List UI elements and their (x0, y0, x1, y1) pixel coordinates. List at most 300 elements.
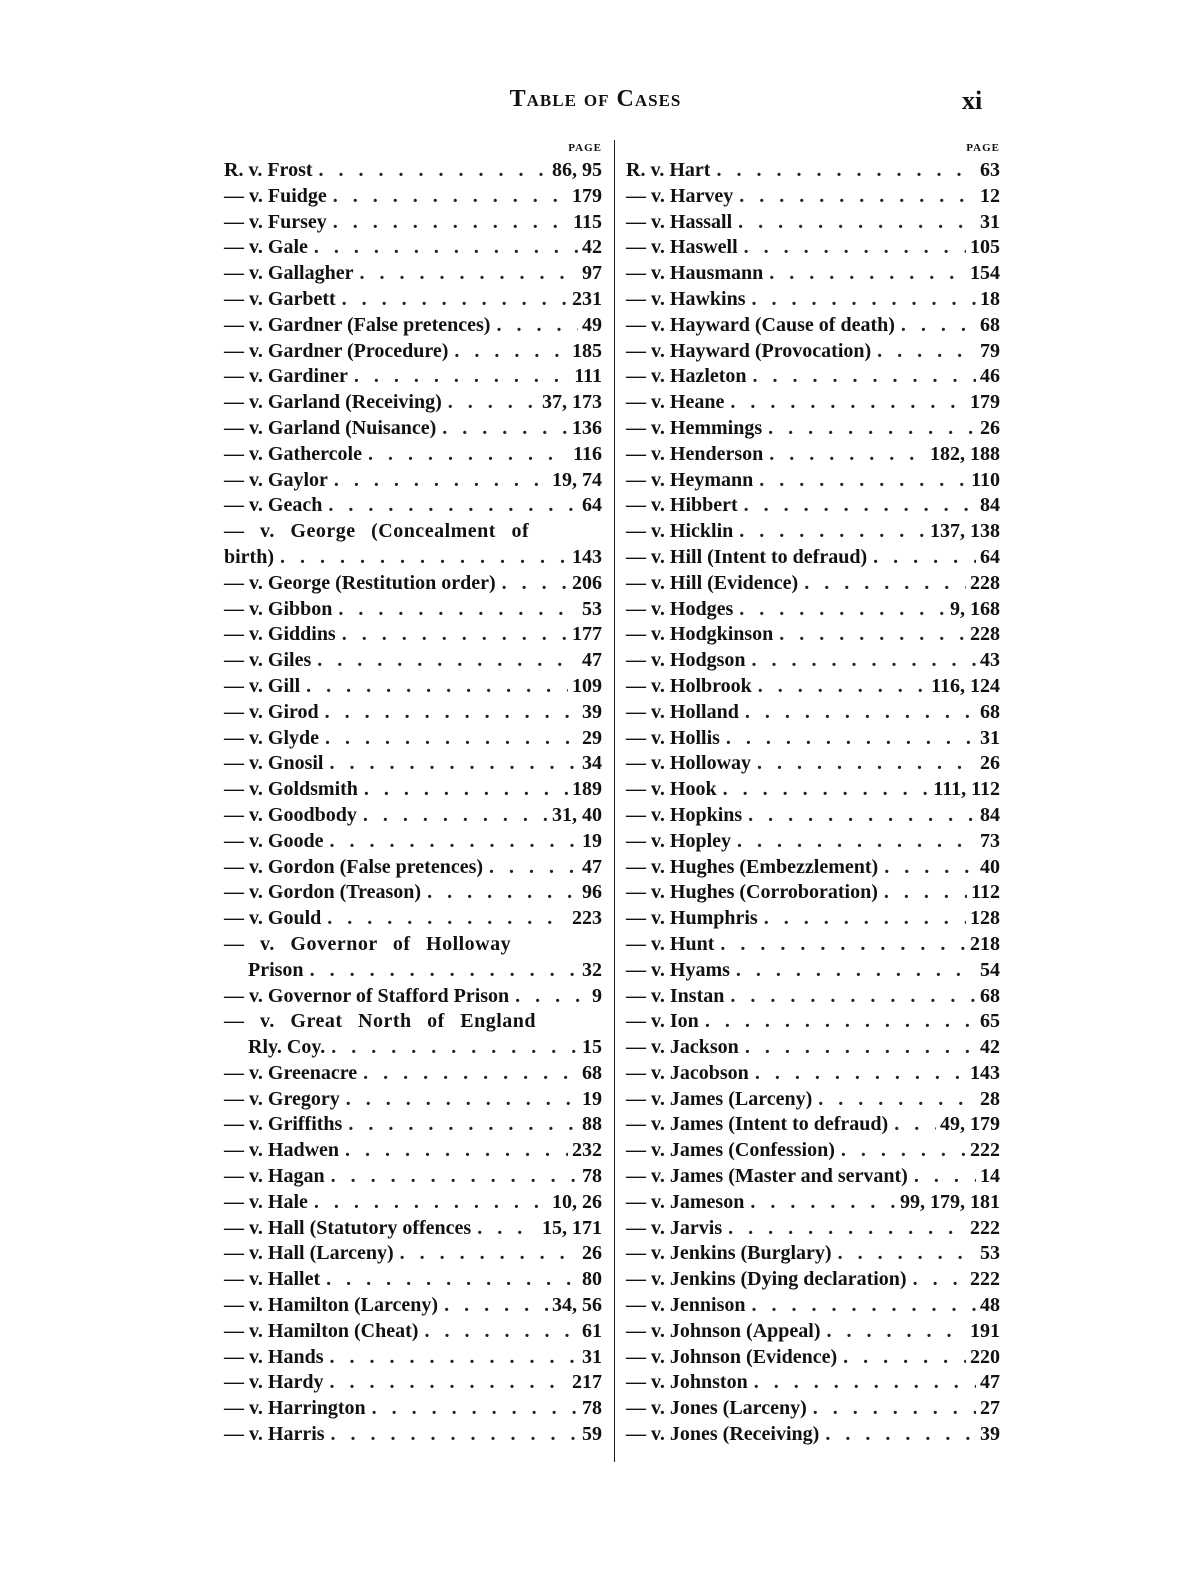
case-entry (626, 622, 1000, 648)
case-pages: 19 (582, 1087, 602, 1110)
case-name: — v. Haswell (626, 236, 738, 259)
case-pages: 78 (582, 1397, 602, 1420)
case-entry (626, 1087, 1000, 1113)
case-pages: 137, 138 (930, 520, 1000, 543)
dot-leader (717, 777, 930, 803)
case-name: — v. Hughes (Corroboration) (626, 881, 878, 904)
case-entry (626, 726, 1000, 752)
case-name: — v. Hughes (Embezzlement) (626, 855, 879, 878)
dot-leader (773, 622, 966, 648)
dot-leader (710, 158, 976, 184)
case-pages: 73 (980, 829, 1000, 852)
case-pages: 10, 26 (552, 1190, 602, 1213)
case-name: — v. Jameson (626, 1190, 745, 1213)
case-entry (224, 1293, 602, 1319)
case-pages: 97 (582, 262, 602, 285)
case-pages: 222 (970, 1216, 1000, 1239)
case-entry (224, 1396, 602, 1422)
dot-leader (342, 1112, 578, 1138)
dot-leader (895, 313, 976, 339)
case-pages: 115 (573, 210, 602, 233)
dot-leader (336, 287, 568, 313)
case-entry (626, 1293, 1000, 1319)
case-pages: 128 (970, 907, 1000, 930)
case-entry (626, 261, 1000, 287)
case-name: — v. Hunt (626, 932, 715, 955)
dot-leader (421, 880, 578, 906)
dot-leader (308, 235, 578, 261)
case-name: — v. Harvey (626, 184, 734, 207)
case-name: — v. Hodgkinson (626, 623, 774, 646)
case-entry (224, 493, 602, 519)
dot-leader (438, 1293, 548, 1319)
case-pages: 19, 74 (552, 468, 602, 491)
case-pages: 15 (582, 1036, 602, 1059)
case-name: — v. George (Concealment of (224, 520, 530, 543)
case-name: — v. Hill (Intent to defraud) (626, 545, 868, 568)
case-name: — v. Jennison (626, 1294, 746, 1317)
dot-leader (798, 571, 966, 597)
case-entry (626, 235, 1000, 261)
dot-leader (722, 1216, 966, 1242)
case-entry (224, 442, 602, 468)
case-name: — v. Ion (626, 1010, 699, 1033)
case-name: — v. Jones (Receiving) (626, 1423, 820, 1446)
case-name: — v. Gordon (Treason) (224, 881, 422, 904)
dot-leader (835, 1138, 966, 1164)
case-name: — v. Hodges (626, 597, 734, 620)
case-entry (224, 571, 602, 597)
dot-leader (323, 751, 578, 777)
case-name: R. v. Frost (224, 159, 313, 181)
case-entry (224, 1216, 602, 1242)
dot-leader (837, 1345, 966, 1371)
dot-leader (763, 442, 926, 468)
case-name: R. v. Hart (626, 159, 711, 181)
case-pages: 39 (980, 1423, 1000, 1446)
dot-leader (742, 803, 976, 829)
dot-leader (762, 416, 976, 442)
case-pages: 99, 179, 181 (900, 1190, 1000, 1213)
dot-leader (747, 364, 976, 390)
case-pages: 80 (582, 1268, 602, 1291)
case-pages: 177 (572, 623, 602, 646)
case-entry (224, 261, 602, 287)
case-pages: 14 (980, 1165, 1000, 1188)
dot-leader (738, 235, 966, 261)
case-pages: 29 (582, 726, 602, 749)
case-entry (626, 932, 1000, 958)
case-name: — v. Gill (224, 674, 301, 697)
case-entry (224, 1061, 602, 1087)
case-pages: 26 (980, 416, 1000, 439)
dot-leader (304, 958, 578, 984)
case-entry (224, 1370, 602, 1396)
case-name: — v. Jones (Larceny) (626, 1397, 807, 1420)
case-entry (626, 468, 1000, 494)
case-name: — v. Gardner (False pretences) (224, 313, 491, 336)
case-entry (626, 364, 1000, 390)
case-pages: 191 (970, 1319, 1000, 1342)
case-entry (224, 1164, 602, 1190)
case-name: — v. Goode (224, 829, 324, 852)
dot-leader (357, 1061, 578, 1087)
case-pages: 47 (980, 1371, 1000, 1394)
case-name: — v. Hemmings (626, 416, 763, 439)
case-entry (626, 829, 1000, 855)
case-name: — v. Giddins (224, 623, 336, 646)
case-pages: 189 (572, 778, 602, 801)
case-name: — v. Great North of England (224, 1010, 537, 1033)
case-name: — v. Hibbert (626, 494, 738, 517)
case-name: — v. Jackson (626, 1036, 739, 1059)
dot-leader (357, 803, 548, 829)
dot-leader (300, 674, 568, 700)
case-entry (626, 1035, 1000, 1061)
case-name: — v. Hall (Statutory offences (224, 1216, 472, 1239)
dot-leader (325, 1422, 578, 1448)
case-entry (626, 1009, 1000, 1035)
case-name: — v. Hadwen (224, 1139, 340, 1162)
case-pages: 154 (970, 262, 1000, 285)
case-entry (626, 906, 1000, 932)
case-entry (626, 287, 1000, 313)
dot-leader (308, 1190, 548, 1216)
case-pages: 206 (572, 571, 602, 594)
case-name: — v. Hale (224, 1190, 308, 1213)
case-pages: 88 (582, 1113, 602, 1136)
case-pages: 68 (980, 313, 1000, 336)
case-name: — v. Hodgson (626, 649, 746, 672)
dot-leader (490, 313, 578, 339)
case-name: — v. Garbett (224, 287, 336, 310)
case-pages: 109 (572, 674, 602, 697)
case-name: — v. Governor of Stafford Prison (224, 984, 510, 1007)
case-entry (224, 313, 602, 339)
case-entry (626, 777, 1000, 803)
case-entry (224, 803, 602, 829)
case-name: — v. Hayward (Provocation) (626, 339, 872, 362)
case-pages: 143 (572, 545, 602, 568)
dot-leader (325, 1164, 578, 1190)
dot-leader (325, 1035, 578, 1061)
case-entry (224, 700, 602, 726)
case-pages: 61 (582, 1319, 602, 1342)
case-pages: 136 (572, 416, 602, 439)
case-name: — v. Hazleton (626, 365, 747, 388)
case-pages: 39 (582, 700, 602, 723)
page-column-label: PAGE (568, 142, 602, 154)
page-title: Table of Cases (509, 86, 682, 112)
case-entry (626, 1267, 1000, 1293)
dot-leader (724, 390, 966, 416)
case-pages: 12 (980, 184, 1000, 207)
case-entry (224, 364, 602, 390)
running-head (0, 86, 1191, 126)
case-entry (224, 1267, 602, 1293)
dot-leader (323, 1345, 578, 1371)
dot-leader (720, 726, 976, 752)
case-entry (224, 210, 602, 236)
case-pages: 42 (582, 236, 602, 259)
case-entry (626, 390, 1000, 416)
dot-leader (731, 829, 976, 855)
case-pages: 48 (980, 1294, 1000, 1317)
case-entry (224, 1035, 602, 1061)
case-entry (626, 700, 1000, 726)
dot-leader (744, 1190, 896, 1216)
case-name: — v. Hawkins (626, 287, 746, 310)
case-pages: 84 (980, 803, 1000, 826)
case-entry (224, 1319, 602, 1345)
page-number: xi (962, 86, 983, 115)
case-pages: 27 (980, 1397, 1000, 1420)
case-pages: 65 (980, 1010, 1000, 1033)
case-entry (224, 1241, 602, 1267)
case-pages: 222 (970, 1268, 1000, 1291)
case-entry (626, 984, 1000, 1010)
dot-leader (878, 880, 967, 906)
case-list-left (224, 158, 602, 1448)
case-pages: 143 (970, 1061, 1000, 1084)
case-entry (626, 674, 1000, 700)
case-pages: 231 (572, 287, 602, 310)
case-entry (626, 416, 1000, 442)
dot-leader (724, 984, 976, 1010)
case-pages: 86, 95 (552, 159, 602, 181)
case-entry (224, 519, 602, 545)
case-entry (626, 1319, 1000, 1345)
case-name: — v. Hallet (224, 1268, 321, 1291)
dot-leader (320, 1267, 578, 1293)
case-pages: 79 (980, 339, 1000, 362)
case-name: — v. Johnston (626, 1371, 748, 1394)
case-pages: 78 (582, 1165, 602, 1188)
case-entry (224, 829, 602, 855)
case-pages: 47 (582, 855, 602, 878)
case-entry (626, 1396, 1000, 1422)
dot-leader (327, 210, 569, 236)
case-name: — v. Henderson (626, 442, 764, 465)
case-name: — v. Gordon (False pretences) (224, 855, 484, 878)
case-pages: 31 (980, 210, 1000, 233)
dot-leader (394, 1241, 578, 1267)
case-entry (224, 777, 602, 803)
case-name: — v. James (Intent to defraud) (626, 1113, 889, 1136)
case-pages: 54 (980, 958, 1000, 981)
case-entry (224, 1190, 602, 1216)
dot-leader (340, 1087, 578, 1113)
case-name: — v. Jenkins (Burglary) (626, 1242, 832, 1265)
case-pages: 31 (582, 1345, 602, 1368)
case-entry (224, 1112, 602, 1138)
case-pages: 37, 173 (542, 391, 602, 414)
case-pages: 59 (582, 1423, 602, 1446)
dot-leader (878, 855, 976, 881)
dot-leader (739, 700, 976, 726)
case-entry (224, 622, 602, 648)
case-entry (224, 906, 602, 932)
case-pages: 182, 188 (930, 442, 1000, 465)
case-pages: 31 (980, 726, 1000, 749)
case-name: — v. Goodbody (224, 803, 357, 826)
case-pages: 40 (980, 855, 1000, 878)
case-entry (626, 1422, 1000, 1448)
case-name: — v. Hayward (Cause of death) (626, 313, 895, 336)
dot-leader (471, 1216, 538, 1242)
case-entry (626, 493, 1000, 519)
case-pages: 42 (980, 1036, 1000, 1059)
dot-leader (332, 597, 578, 623)
case-name: — v. Gardiner (224, 365, 348, 388)
dot-leader (358, 777, 568, 803)
case-name: — v. Hall (Larceny) (224, 1242, 394, 1265)
dot-leader (733, 597, 946, 623)
case-name: — v. Holland (626, 700, 739, 723)
case-name: — v. Instan (626, 984, 725, 1007)
case-name: — v. Gardner (Procedure) (224, 339, 449, 362)
case-entry (626, 519, 1000, 545)
dot-leader (888, 1112, 936, 1138)
case-pages: 232 (572, 1139, 602, 1162)
dot-leader (908, 1164, 976, 1190)
case-pages: 105 (970, 236, 1000, 259)
case-entry (626, 597, 1000, 623)
case-pages: 47 (582, 649, 602, 672)
dot-leader (763, 261, 966, 287)
case-pages: 43 (980, 649, 1000, 672)
dot-leader (819, 1422, 976, 1448)
case-name: Prison (248, 958, 304, 981)
case-entry (224, 416, 602, 442)
dot-leader (321, 906, 568, 932)
case-entry (626, 855, 1000, 881)
case-entry (626, 1138, 1000, 1164)
dot-leader (274, 545, 568, 571)
case-pages: 68 (980, 984, 1000, 1007)
dot-leader (751, 751, 976, 777)
dot-leader (745, 648, 976, 674)
case-entry (224, 1422, 602, 1448)
case-name: birth) (224, 545, 274, 568)
case-pages: 34 (582, 752, 602, 775)
case-name: — v. Hagan (224, 1165, 325, 1188)
case-name: — v. Griffiths (224, 1113, 343, 1136)
case-name: — v. Jenkins (Dying declaration) (626, 1268, 907, 1291)
dot-leader (366, 1396, 578, 1422)
case-name: — v. Goldsmith (224, 778, 358, 801)
case-entry (626, 313, 1000, 339)
dot-leader (323, 1370, 568, 1396)
case-pages: 64 (980, 545, 1000, 568)
case-name: — v. Johnson (Appeal) (626, 1319, 821, 1342)
dot-leader (319, 726, 578, 752)
dot-leader (436, 416, 568, 442)
case-pages: 31, 40 (552, 803, 602, 826)
case-entry (224, 287, 602, 313)
dot-leader (714, 932, 966, 958)
dot-leader (311, 648, 578, 674)
left-column (224, 138, 602, 1448)
case-entry (224, 468, 602, 494)
case-name: — v. Gathercole (224, 442, 362, 465)
case-name: — v. Hyams (626, 958, 730, 981)
case-pages: 185 (572, 339, 602, 362)
case-name: — v. Harrington (224, 1397, 366, 1420)
case-pages: 19 (582, 829, 602, 852)
case-name: — v. Giles (224, 649, 312, 672)
dot-leader (821, 1319, 967, 1345)
case-name: — v. Hopkins (626, 803, 743, 826)
case-pages: 116, 124 (931, 674, 1000, 697)
dot-leader (748, 1370, 976, 1396)
case-name: Rly. Coy. (248, 1036, 326, 1059)
case-name: — v. Geach (224, 494, 323, 517)
case-entry (224, 235, 602, 261)
dot-leader (753, 468, 967, 494)
dot-leader (339, 1138, 568, 1164)
case-entry (626, 545, 1000, 571)
case-name: — v. Hamilton (Cheat) (224, 1319, 419, 1342)
case-entry (626, 571, 1000, 597)
case-entry (224, 1138, 602, 1164)
case-entry (626, 1241, 1000, 1267)
dot-leader (733, 184, 976, 210)
case-pages: 179 (572, 184, 602, 207)
dot-leader (496, 571, 568, 597)
case-name: — v. Gregory (224, 1087, 340, 1110)
dot-leader (353, 261, 578, 287)
case-entry (626, 958, 1000, 984)
dot-leader (752, 674, 927, 700)
case-entry (626, 1190, 1000, 1216)
case-entry (626, 442, 1000, 468)
case-name: — v. Girod (224, 700, 319, 723)
case-name: — v. Humphris (626, 907, 758, 930)
case-list-right (626, 158, 1000, 1448)
case-name: — v. Gould (224, 907, 322, 930)
case-pages: 96 (582, 881, 602, 904)
case-pages: 18 (980, 287, 1000, 310)
case-name: — v. James (Master and servant) (626, 1165, 908, 1188)
case-name: — v. Hopley (626, 829, 732, 852)
dot-leader (328, 468, 548, 494)
case-entry (224, 751, 602, 777)
case-name: — v. Johnson (Evidence) (626, 1345, 838, 1368)
dot-leader (733, 519, 926, 545)
dot-leader (313, 158, 548, 184)
case-entry (626, 1370, 1000, 1396)
case-pages: 84 (980, 494, 1000, 517)
case-name: — v. Garland (Receiving) (224, 391, 442, 414)
dot-leader (730, 958, 976, 984)
case-name: — v. Hausmann (626, 262, 764, 285)
case-entry (626, 1164, 1000, 1190)
case-name: — v. Glyde (224, 726, 320, 749)
case-name: — v. Hill (Evidence) (626, 571, 799, 594)
dot-leader (749, 1061, 966, 1087)
case-name: — v. Holbrook (626, 674, 752, 697)
dot-leader (336, 622, 568, 648)
case-name: — v. Harris (224, 1423, 325, 1446)
case-pages: 53 (980, 1242, 1000, 1265)
right-column (626, 138, 1000, 1448)
case-entry (224, 1087, 602, 1113)
case-entry (224, 880, 602, 906)
case-entry (626, 1112, 1000, 1138)
case-pages: 68 (980, 700, 1000, 723)
case-entry (626, 1216, 1000, 1242)
